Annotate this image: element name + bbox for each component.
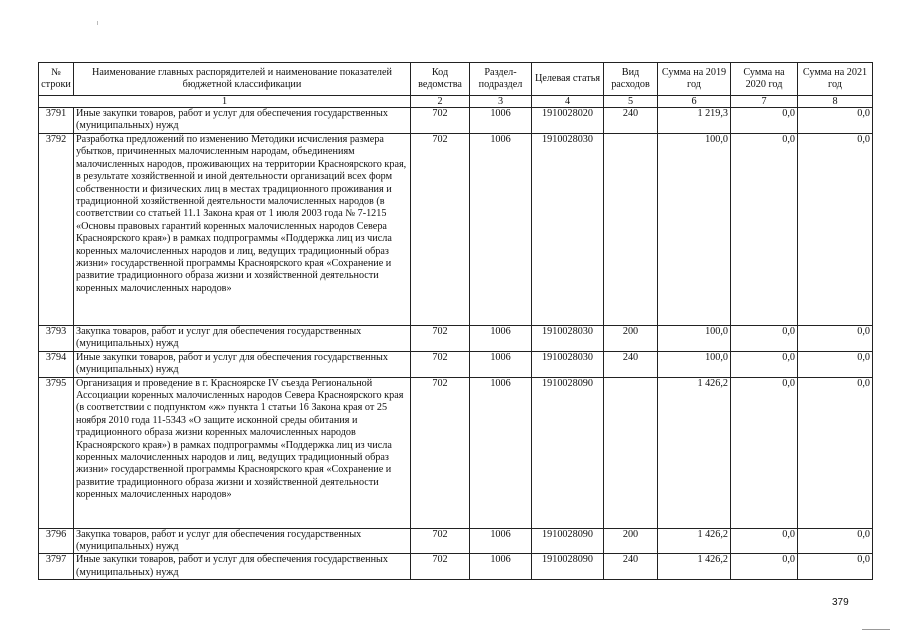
row-target-article: 1910028090 xyxy=(532,528,604,554)
row-section: 1006 xyxy=(470,326,532,352)
row-sum-2021: 0,0 xyxy=(798,134,873,326)
row-number: 3792 xyxy=(39,134,74,326)
row-target-article: 1910028030 xyxy=(532,351,604,377)
row-sum-2019: 100,0 xyxy=(658,351,731,377)
row-section: 1006 xyxy=(470,108,532,134)
row-department-code: 702 xyxy=(411,528,470,554)
row-sum-2020: 0,0 xyxy=(731,377,798,528)
row-sum-2019: 1 426,2 xyxy=(658,554,731,580)
row-sum-2019: 100,0 xyxy=(658,326,731,352)
row-name: Организация и проведение в г. Красноярске IV съезда Региональной Ассоциации коренных малочисленных народов Севера Красноярского края (в соответствии с подпунктом «ж» пункта 1 статьи 16 Закона края от 25 ноября 2010 года 11-5343 «О защите исконной среды обитания и традиционного образа жизни коренных малочисленных народов Красноярского края») в рамках подпрограммы «Поддержка лиц из числа коренных малочисленных народов и лиц, ведущих традиционный образ жизни» государственной программы Красноярского края «Сохранение и развитие традиционного образа жизни и хозяйственной деятельности коренных малочисленных народов» xyxy=(74,377,411,528)
row-name: Закупка товаров, работ и услуг для обеспечения государственных (муниципальных) нужд xyxy=(74,326,411,352)
header-target-article: Целевая статья xyxy=(532,63,604,96)
row-target-article: 1910028090 xyxy=(532,554,604,580)
row-expense-type: 240 xyxy=(604,554,658,580)
row-sum-2019: 1 426,2 xyxy=(658,377,731,528)
row-number: 3797 xyxy=(39,554,74,580)
row-expense-type: 200 xyxy=(604,528,658,554)
column-number: 2 xyxy=(411,96,470,108)
table-row xyxy=(39,134,873,326)
row-name: Закупка товаров, работ и услуг для обеспечения государственных (муниципальных) нужд xyxy=(74,528,411,554)
row-department-code: 702 xyxy=(411,108,470,134)
header-sum-2020: Сумма на 2020 год xyxy=(731,63,798,96)
row-sum-2021: 0,0 xyxy=(798,377,873,528)
row-section: 1006 xyxy=(470,554,532,580)
row-number: 3796 xyxy=(39,528,74,554)
budget-table xyxy=(38,62,873,580)
table-row xyxy=(39,554,873,580)
row-department-code: 702 xyxy=(411,377,470,528)
row-name: Иные закупки товаров, работ и услуг для обеспечения государственных (муниципальных) нужд xyxy=(74,108,411,134)
row-expense-type xyxy=(604,377,658,528)
row-sum-2020: 0,0 xyxy=(731,351,798,377)
row-number: 3795 xyxy=(39,377,74,528)
header-expense-type: Вид расходов xyxy=(604,63,658,96)
header-department-code: Код ведомства xyxy=(411,63,470,96)
row-department-code: 702 xyxy=(411,326,470,352)
row-sum-2021: 0,0 xyxy=(798,528,873,554)
table-row xyxy=(39,326,873,352)
column-number: 6 xyxy=(658,96,731,108)
header-name: Наименование главных распорядителей и наименование показателей бюджетной классификации xyxy=(74,63,411,96)
row-target-article: 1910028030 xyxy=(532,326,604,352)
row-sum-2021: 0,0 xyxy=(798,554,873,580)
table-row xyxy=(39,108,873,134)
column-number: 4 xyxy=(532,96,604,108)
row-number: 3794 xyxy=(39,351,74,377)
column-number: 5 xyxy=(604,96,658,108)
table-row xyxy=(39,528,873,554)
row-sum-2021: 0,0 xyxy=(798,326,873,352)
row-sum-2019: 1 426,2 xyxy=(658,528,731,554)
row-section: 1006 xyxy=(470,528,532,554)
row-sum-2021: 0,0 xyxy=(798,351,873,377)
row-department-code: 702 xyxy=(411,134,470,326)
row-section: 1006 xyxy=(470,351,532,377)
row-target-article: 1910028020 xyxy=(532,108,604,134)
column-number: 1 xyxy=(39,96,411,108)
column-number: 8 xyxy=(798,96,873,108)
row-name: Иные закупки товаров, работ и услуг для обеспечения государственных (муниципальных) нужд xyxy=(74,351,411,377)
row-sum-2021: 0,0 xyxy=(798,108,873,134)
row-department-code: 702 xyxy=(411,351,470,377)
row-sum-2019: 1 219,3 xyxy=(658,108,731,134)
row-number: 3791 xyxy=(39,108,74,134)
table-header-row xyxy=(39,63,873,96)
row-number: 3793 xyxy=(39,326,74,352)
row-target-article: 1910028090 xyxy=(532,377,604,528)
table-row xyxy=(39,351,873,377)
header-sum-2021: Сумма на 2021 год xyxy=(798,63,873,96)
scan-artifact-line xyxy=(862,629,890,630)
row-sum-2019: 100,0 xyxy=(658,134,731,326)
row-name: Иные закупки товаров, работ и услуг для обеспечения государственных (муниципальных) нужд xyxy=(74,554,411,580)
column-number: 7 xyxy=(731,96,798,108)
row-sum-2020: 0,0 xyxy=(731,134,798,326)
column-number-row xyxy=(39,96,873,108)
row-name: Разработка предложений по изменению Методики исчисления размера убытков, причиненных малочисленным народам, объединениям малочисленных народов, проживающих на территории Красноярского края, в результате хозяйственной и иной деятельности организаций всех форм собственности и физических лиц в местах традиционного проживания и традиционной хозяйственной деятельности малочисленных народов (в соответствии со статьей 11.1 Закона края от 1 июля 2003 года № 7-1215 «Основы правовых гарантий коренных малочисленных народов Севера Красноярского края») в рамках подпрограммы «Поддержка лиц из числа коренных малочисленных народов и лиц, ведущих традиционный образ жизни» государственной программы Красноярского края «Сохранение и развитие традиционного образа жизни и хозяйственной деятельности коренных малочисленных народов» xyxy=(74,134,411,326)
row-department-code: 702 xyxy=(411,554,470,580)
table-row xyxy=(39,377,873,528)
row-sum-2020: 0,0 xyxy=(731,326,798,352)
row-expense-type: 200 xyxy=(604,326,658,352)
row-sum-2020: 0,0 xyxy=(731,554,798,580)
row-sum-2020: 0,0 xyxy=(731,108,798,134)
row-target-article: 1910028030 xyxy=(532,134,604,326)
column-number: 3 xyxy=(470,96,532,108)
scan-artifact xyxy=(97,21,98,25)
row-section: 1006 xyxy=(470,134,532,326)
row-section: 1006 xyxy=(470,377,532,528)
header-sum-2019: Сумма на 2019 год xyxy=(658,63,731,96)
row-expense-type: 240 xyxy=(604,351,658,377)
row-expense-type: 240 xyxy=(604,108,658,134)
row-sum-2020: 0,0 xyxy=(731,528,798,554)
header-section: Раздел-подраздел xyxy=(470,63,532,96)
header-row-number: № строки xyxy=(39,63,74,96)
row-expense-type xyxy=(604,134,658,326)
page-number: 379 xyxy=(832,597,849,608)
